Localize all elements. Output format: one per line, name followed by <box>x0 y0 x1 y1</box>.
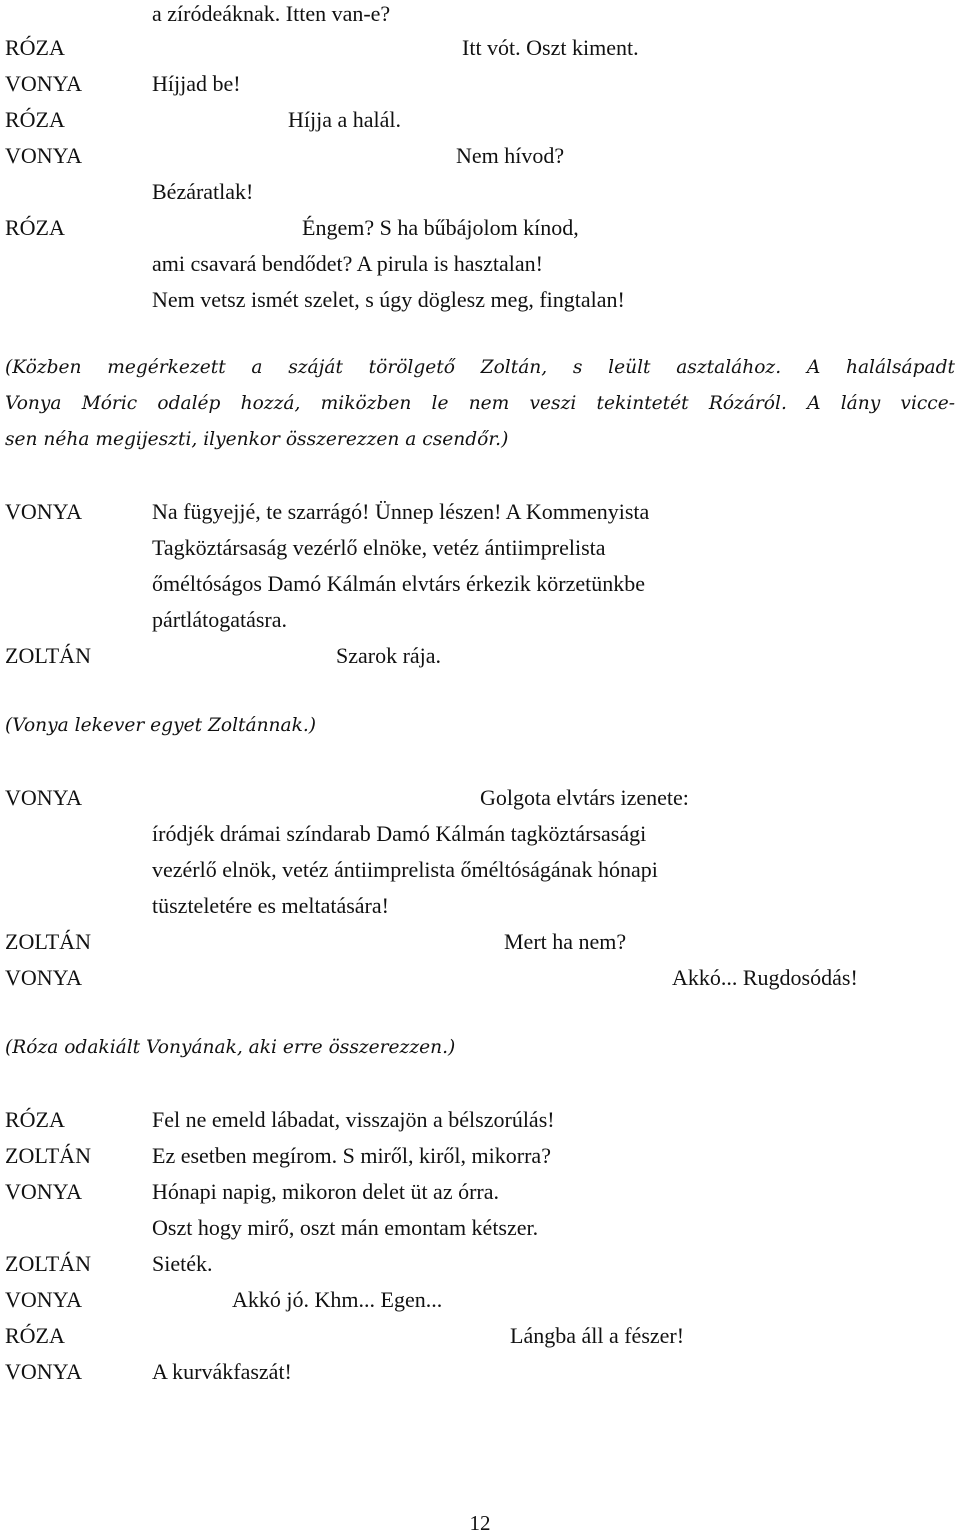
dialogue-line: Lángba áll a fészer! <box>510 1323 685 1348</box>
speaker-name: VONYA <box>5 1359 82 1384</box>
dialogue-line: Nem hívod? <box>456 143 565 168</box>
dialogue-line: Na fügyejjé, te szarrágó! Ünnep lészen! A Kommenyista <box>152 499 650 524</box>
speaker-name: VONYA <box>5 965 82 990</box>
speaker-name: ZOLTÁN <box>5 1143 91 1168</box>
dialogue-line: Bézáratlak! <box>152 179 254 204</box>
dialogue-line: őméltóságos Damó Kálmán elvtárs érkezik körzetünkbe <box>152 571 646 596</box>
dialogue-line: Hónapi napig, mikoron delet üt az órra. <box>152 1179 500 1204</box>
dialogue-line: A kurvákfaszát! <box>152 1359 292 1384</box>
dialogue-line: tüszteletére es meltatására! <box>152 893 389 918</box>
dialogue-line: Szarok rája. <box>336 643 442 668</box>
stage-direction-line: (Vonya lekever egyet Zoltánnak.) <box>5 715 317 736</box>
speaker-name: ZOLTÁN <box>5 1251 91 1276</box>
speaker-name: ZOLTÁN <box>5 929 91 954</box>
speaker-name: VONYA <box>5 499 82 524</box>
speaker-name: RÓZA <box>5 1323 65 1348</box>
dialogue-line: Itt vót. Oszt kiment. <box>462 35 639 60</box>
dialogue-line: Akkó... Rugdosódás! <box>672 965 858 990</box>
dialogue-line: Tagköztársaság vezérlő elnöke, vetéz ántiimprelista <box>152 535 606 560</box>
dialogue-line: Akkó jó. Khm... Egen... <box>232 1287 443 1312</box>
speaker-name: RÓZA <box>5 215 65 240</box>
dialogue-line: Éngem? S ha bűbájolom kínod, <box>302 215 579 240</box>
dialogue-line: Sieték. <box>152 1251 213 1276</box>
stage-direction-line: (Közben megérkezett a száját törölgető Zoltán, s leült asztalához. A halálsápadt <box>5 357 955 378</box>
dialogue-line: Nem vetsz ismét szelet, s úgy döglesz meg, fingtalan! <box>152 287 625 312</box>
speaker-name: RÓZA <box>5 107 65 132</box>
stage-direction-line: (Róza odakiált Vonyának, aki erre összerezzen.) <box>5 1037 456 1058</box>
dialogue-line: Oszt hogy mirő, oszt mán emontam kétszer. <box>152 1215 539 1240</box>
speaker-name: VONYA <box>5 785 82 810</box>
dialogue-line: Golgota elvtárs izenete: <box>480 785 689 810</box>
dialogue-line: ami csavará bendődet? A pirula is hasztalan! <box>152 251 543 276</box>
speaker-name: ZOLTÁN <box>5 643 91 668</box>
page-number: 12 <box>469 1511 491 1535</box>
speaker-name: VONYA <box>5 71 82 96</box>
speaker-name: VONYA <box>5 1179 82 1204</box>
dialogue-line: Ez esetben megírom. S miről, kiről, mikorra? <box>152 1143 551 1168</box>
dialogue-line: Mert ha nem? <box>504 929 627 954</box>
dialogue-line: íródjék drámai színdarab Damó Kálmán tagköztársasági <box>152 821 647 846</box>
dialogue-line: Fel ne emeld lábadat, visszajön a bélszorúlás! <box>152 1107 555 1132</box>
speaker-name: RÓZA <box>5 1107 65 1132</box>
stage-direction-line: Vonya Móric odalép hozzá, miközben le nem veszi tekintetét Rózáról. A lány vicce- <box>5 393 955 414</box>
speaker-name: VONYA <box>5 1287 82 1312</box>
stage-direction-line: sen néha megijeszti, ilyenkor összerezzen a csendőr.) <box>5 429 509 450</box>
dialogue-line: a zíródeáknak. Itten van-e? <box>152 1 391 26</box>
dialogue-line: Híjja a halál. <box>288 107 402 132</box>
dialogue-line: vezérlő elnök, vetéz ántiimprelista őméltóságának hónapi <box>152 857 658 882</box>
dialogue-line: Híjjad be! <box>152 71 241 96</box>
speaker-name: VONYA <box>5 143 82 168</box>
dialogue-line: pártlátogatásra. <box>152 607 287 632</box>
speaker-name: RÓZA <box>5 35 65 60</box>
